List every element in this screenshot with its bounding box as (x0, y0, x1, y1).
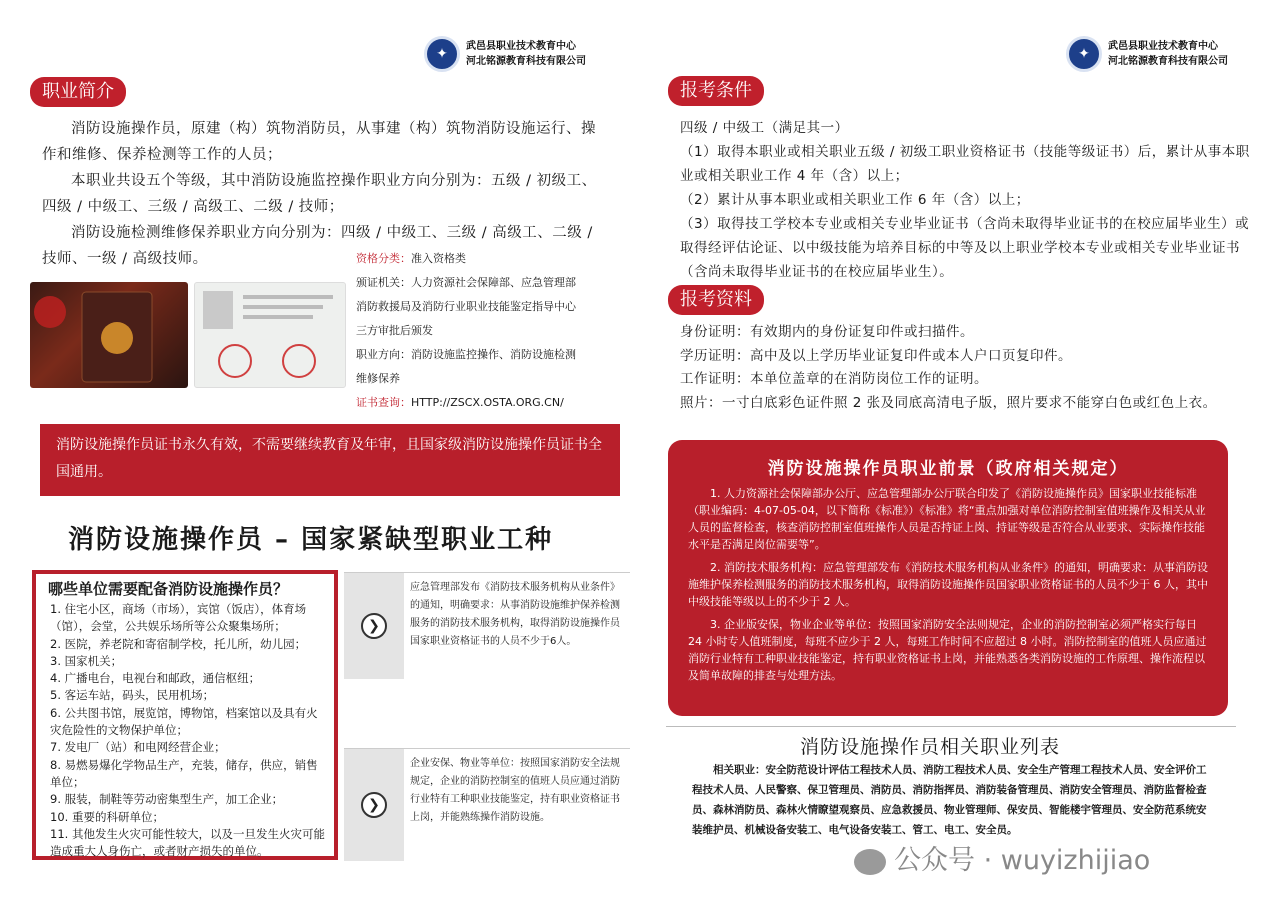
document-line: 照片：一寸白底彩色证件照 2 张及同底高清电子版，照片要求不能穿白色或红色上衣。 (680, 394, 1217, 411)
list-item: 9. 服装，制鞋等劳动密集型生产，加工企业； (50, 792, 284, 807)
cat-value: 准入资格类 (411, 252, 466, 265)
org-line1: 武邑县职业技术教育中心 (466, 41, 576, 52)
intro-label: 职业简介 (30, 77, 126, 107)
issuer-value-2: 消防救援局及消防行业职业技能鉴定指导中心 (356, 300, 576, 313)
org-logo (424, 36, 586, 72)
outlook-box (668, 440, 1228, 716)
jobs-title: 消防设施操作员相关职业列表 (800, 736, 1061, 758)
outlook-item: 2. 消防技术服务机构：应急管理部发布《消防技术服务机构从业条件》的通知，明确要求：从事消防设施维护保养检测服务的消防技术服务机构，取得消防设施操作员国家职业资格证书的人员不少于 6 人，其中中级技能等级以上的不少于 2 人。 (688, 561, 1208, 608)
condition-line: （1）取得本职业或相关职业五级 / 初级工职业资格证书（技能等级证书）后，累计从事本职业或相关职业工作 4 年（含）以上； (680, 144, 1250, 184)
intro-p1: 消防设施操作员，原建（构）筑物消防员，从事建（构）筑物消防设施运行、操作和维修、保养检测等工作的人员； (42, 121, 596, 163)
list-item: 10. 重要的科研单位； (50, 809, 164, 824)
big-title: 消防设施操作员 – 国家紧缺型职业工种 (68, 525, 554, 555)
list-item: 8. 易燃易爆化学物品生产，充装，储存，供应，销售单位； (50, 757, 318, 789)
outlook-item: 1. 人力资源社会保障部办公厅、应急管理部办公厅联合印发了《消防设施操作员》国家职业技能标准（职业编码：4-07-05-04，以下简称《标准》）《标准》将“重点加强对单位消防控制室值班操作及相关从业人员的监督检查，核查消防控制室值班操作人员是否持证上岗、持证等级是否符合从业要求、实际操作技能水平是否满足岗位需要等”。 (688, 487, 1206, 551)
watermark-text: 公众号 · wuyizhijiao (894, 845, 1151, 876)
requirement-text-2: 企业安保、物业等单位：按照国家消防安全法规规定，企业的消防控制室的值班人员应通过消防行业特有工种职业技能鉴定，持有职业资格证书上岗，并能熟练操作消防设施。 (410, 758, 620, 823)
watermark (854, 838, 1150, 877)
outlook-title: 消防设施操作员职业前景（政府相关规定） (767, 459, 1129, 479)
arrow-box (344, 749, 404, 861)
requirement-text-1: 应急管理部发布《消防技术服务机构从业条件》的通知，明确要求：从事消防设施维护保养检测服务的消防技术服务机构，取得消防设施操作员国家职业资格证书的人员不少于6人。 (410, 582, 620, 647)
org-line1: 武邑县职业技术教育中心 (1108, 41, 1218, 52)
issuer-key: 颁证机关： (356, 276, 411, 289)
document-line: 身份证明：有效期内的身份证复印件或扫描件。 (680, 324, 974, 340)
condition-line: （2）累计从事本职业或相关职业工作 6 年（含）以上； (680, 192, 1030, 208)
arrow-right-icon: ❯ (361, 792, 387, 818)
documents-text (680, 321, 1250, 415)
list-item: 4. 广播电台，电视台和邮政，通信枢纽； (50, 671, 261, 686)
list-item: 6. 公共图书馆，展览馆，博物馆，档案馆以及具有火灾危险性的文物保护单位； (50, 705, 318, 738)
cert-info (356, 247, 626, 415)
list-item: 2. 医院，养老院和寄宿制学校，托儿所，幼儿园； (50, 636, 307, 651)
certificate-scan (194, 282, 346, 388)
right-page (640, 0, 1280, 907)
intro-p3: 消防设施检测维修保养职业方向分别为：四级 / 中级工、三级 / 高级工、二级 / 技师、一级 / 高级技师。 (42, 225, 593, 267)
wechat-icon (854, 849, 886, 875)
list-item: 5. 客运车站，码头，民用机场； (50, 688, 215, 703)
dir-key: 职业方向： (356, 348, 411, 361)
intro-p2: 本职业共设五个等级，其中消防设施监控操作职业方向分别为：五级 / 初级工、四级 / 中级工、三级 / 高级工、二级 / 技师； (42, 173, 597, 215)
conditions-text (680, 116, 1250, 284)
school-seal-icon: ✦ (1066, 36, 1102, 72)
org-line2: 河北铭源教育科技有限公司 (466, 56, 586, 67)
documents-label: 报考资料 (668, 285, 764, 315)
dir-value-2: 维修保养 (356, 372, 400, 385)
certificate-book-icon (30, 282, 188, 388)
jobs-text: 相关职业：安全防范设计评估工程技术人员、消防工程技术人员、安全生产管理工程技术人员、安全评价工程技术人员、人民警察、保卫管理员、消防员、消防指挥员、消防装备管理员、消防安全管理员、消防监督检查员、森林消防员、森林火情瞭望观察员、应急救援员、物业管理师、保安员、智能楼宇管理员、安全防范系统安装维护员、机械设备安装工、电气设备安装工、管工、电工、安全员。 (692, 764, 1207, 836)
requirement-card-2 (344, 748, 630, 861)
certificate-photo (30, 282, 188, 388)
cat-key: 资格分类： (356, 252, 411, 265)
conditions-label: 报考条件 (668, 76, 764, 106)
list-item: 3. 国家机关； (50, 653, 123, 668)
requirement-card-1 (344, 572, 630, 679)
issuer-value: 人力资源社会保障部、应急管理部 (411, 276, 576, 289)
condition-line: 四级 / 中级工（满足其一） (680, 120, 849, 136)
org-line2: 河北铭源教育科技有限公司 (1108, 56, 1228, 67)
list-item: 11. 其他发生火灾可能性较大，以及一旦发生火灾可能造成重大人身伤亡，或者财产损失的单位。 (50, 826, 325, 859)
query-url[interactable]: HTTP://ZSCX.OSTA.ORG.CN/ (411, 396, 564, 409)
validity-banner: 消防设施操作员证书永久有效，不需要继续教育及年审，且国家级消防设施操作员证书全国通用。 (40, 424, 620, 496)
arrow-box (344, 573, 404, 679)
outlook-item: 3. 企业版安保，物业企业等单位：按照国家消防安全法则规定，企业的消防控制室必须严格实行每日 24 小时专人值班制度，每班不应少于 2 人，每班工作时间不应超过 8 小时。消防控制室的值班人员应通过消防行业特有工种职业技能鉴定，持有职业资格证书上岗，并能熟悉各类消防设施的工作原理、操作流程以及简单故障的排查与处理方法。 (688, 618, 1207, 682)
document-line: 学历证明：高中及以上学历毕业证复印件或本人户口页复印件。 (680, 347, 1072, 364)
arrow-right-icon: ❯ (361, 613, 387, 639)
org-logo (1066, 36, 1228, 72)
document-line: 工作证明：本单位盖章的在消防岗位工作的证明。 (680, 371, 988, 387)
list-item: 1. 住宅小区，商场（市场），宾馆（饭店），体育场（馆），会堂，公共娱乐场所等公众聚集场所； (50, 602, 307, 634)
condition-line: （3）取得技工学校本专业或相关专业毕业证书（含尚未取得毕业证书的在校应届毕业生）或取得经评估论证、以中级技能为培养目标的中等及以上职业学校本专业或相关专业毕业证书（含尚未取得毕业证书的在校应届毕业生）。 (680, 216, 1250, 280)
dir-value: 消防设施监控操作、消防设施检测 (411, 348, 576, 361)
units-list (36, 601, 334, 860)
school-seal-icon: ✦ (424, 36, 460, 72)
query-key: 证书查询： (356, 396, 411, 409)
list-item: 7. 发电厂（站）和电网经营企业； (50, 740, 226, 755)
certificate-scan-image (195, 283, 347, 389)
divider (666, 726, 1236, 727)
units-title: 哪些单位需要配备消防设施操作员？ (48, 580, 289, 598)
issuer-value-3: 三方审批后颁发 (356, 324, 433, 337)
units-box (32, 570, 338, 860)
